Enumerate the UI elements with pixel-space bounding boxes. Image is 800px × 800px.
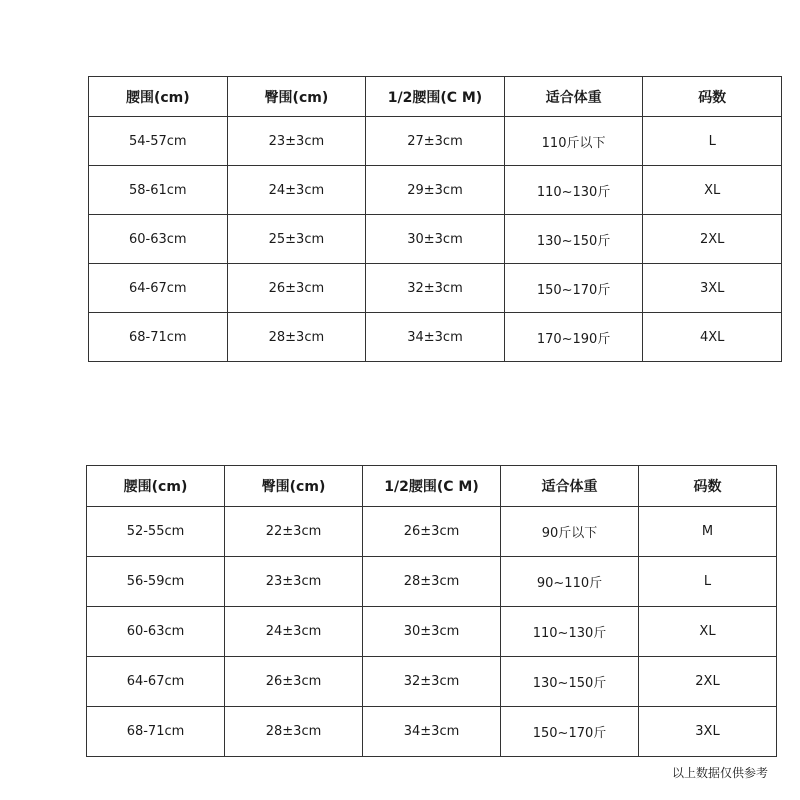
- cell-weight: 150~170斤: [504, 264, 643, 313]
- header-weight: 适合体重: [501, 466, 639, 507]
- cell-hip: 26±3cm: [225, 657, 363, 707]
- cell-waist: 52-55cm: [87, 507, 225, 557]
- header-size: 码数: [643, 77, 782, 117]
- table-row: [89, 117, 782, 166]
- cell-waist: 56-59cm: [87, 557, 225, 607]
- cell-waist: 64-67cm: [87, 657, 225, 707]
- cell-weight: 90~110斤: [501, 557, 639, 607]
- cell-waist: 54-57cm: [89, 117, 228, 166]
- cell-waist: 68-71cm: [89, 313, 228, 362]
- header-waist: 腰围(cm): [89, 77, 228, 117]
- cell-half-waist: 34±3cm: [366, 313, 505, 362]
- cell-size: 3XL: [639, 707, 777, 757]
- table-row: [89, 313, 782, 362]
- cell-weight: 110~130斤: [501, 607, 639, 657]
- cell-half-waist: 30±3cm: [363, 607, 501, 657]
- cell-hip: 26±3cm: [227, 264, 366, 313]
- table-row: [89, 166, 782, 215]
- size-table-2: [86, 465, 777, 757]
- header-size: 码数: [639, 466, 777, 507]
- cell-half-waist: 32±3cm: [363, 657, 501, 707]
- cell-size: L: [639, 557, 777, 607]
- cell-hip: 22±3cm: [225, 507, 363, 557]
- disclaimer-note: 以上数据仅供参考: [672, 766, 769, 780]
- cell-half-waist: 28±3cm: [363, 557, 501, 607]
- cell-size: M: [639, 507, 777, 557]
- cell-waist: 60-63cm: [87, 607, 225, 657]
- cell-waist: 58-61cm: [89, 166, 228, 215]
- table-row: [87, 607, 777, 657]
- cell-half-waist: 29±3cm: [366, 166, 505, 215]
- cell-hip: 24±3cm: [227, 166, 366, 215]
- table-header-row: [87, 466, 777, 507]
- table-row: [87, 707, 777, 757]
- cell-half-waist: 26±3cm: [363, 507, 501, 557]
- cell-waist: 60-63cm: [89, 215, 228, 264]
- size-table-1: [88, 76, 782, 362]
- cell-size: 2XL: [639, 657, 777, 707]
- cell-hip: 25±3cm: [227, 215, 366, 264]
- cell-hip: 23±3cm: [225, 557, 363, 607]
- cell-weight: 150~170斤: [501, 707, 639, 757]
- cell-waist: 68-71cm: [87, 707, 225, 757]
- cell-waist: 64-67cm: [89, 264, 228, 313]
- cell-size: XL: [643, 166, 782, 215]
- cell-weight: 110~130斤: [504, 166, 643, 215]
- cell-size: L: [643, 117, 782, 166]
- cell-half-waist: 32±3cm: [366, 264, 505, 313]
- table-row: [89, 215, 782, 264]
- table-row: [87, 507, 777, 557]
- cell-weight: 90斤以下: [501, 507, 639, 557]
- cell-size: 3XL: [643, 264, 782, 313]
- cell-hip: 24±3cm: [225, 607, 363, 657]
- cell-half-waist: 27±3cm: [366, 117, 505, 166]
- cell-half-waist: 30±3cm: [366, 215, 505, 264]
- cell-weight: 130~150斤: [504, 215, 643, 264]
- cell-weight: 110斤以下: [504, 117, 643, 166]
- cell-weight: 130~150斤: [501, 657, 639, 707]
- cell-size: 2XL: [643, 215, 782, 264]
- header-waist: 腰围(cm): [87, 466, 225, 507]
- table-row: [89, 264, 782, 313]
- table-header-row: [89, 77, 782, 117]
- cell-weight: 170~190斤: [504, 313, 643, 362]
- header-hip: 臀围(cm): [225, 466, 363, 507]
- header-half-waist: 1/2腰围(C M): [363, 466, 501, 507]
- cell-size: XL: [639, 607, 777, 657]
- table-row: [87, 657, 777, 707]
- header-hip: 臀围(cm): [227, 77, 366, 117]
- cell-size: 4XL: [643, 313, 782, 362]
- header-weight: 适合体重: [504, 77, 643, 117]
- header-half-waist: 1/2腰围(C M): [366, 77, 505, 117]
- cell-half-waist: 34±3cm: [363, 707, 501, 757]
- cell-hip: 28±3cm: [227, 313, 366, 362]
- cell-hip: 28±3cm: [225, 707, 363, 757]
- cell-hip: 23±3cm: [227, 117, 366, 166]
- table-row: [87, 557, 777, 607]
